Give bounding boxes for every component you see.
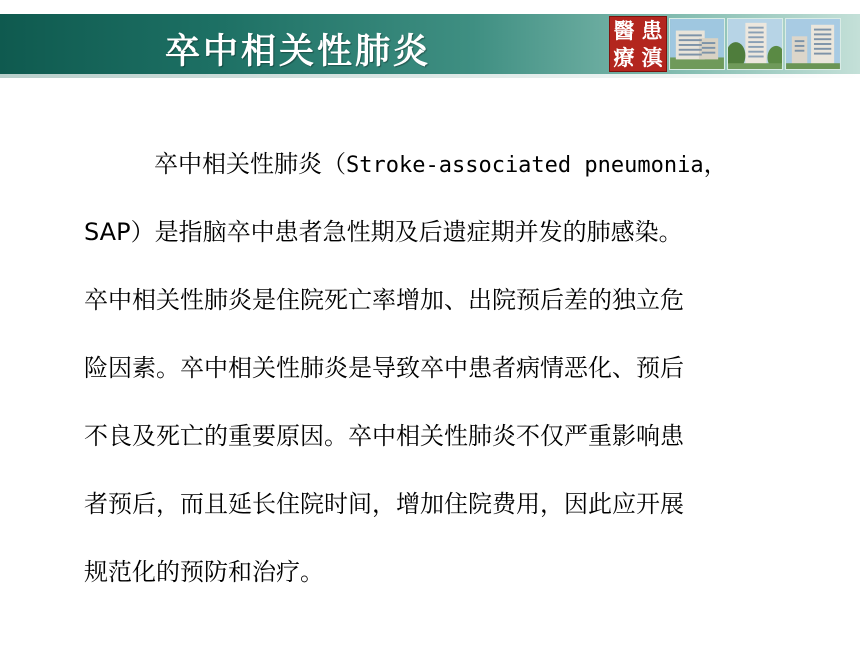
paragraph-line: 规范化的预防和治疗。 [84,558,324,586]
title-banner-shadow [0,74,860,78]
line-punctuation: ， [703,150,728,178]
hospital-logo [609,16,667,72]
paragraph-line: SAP）是指脑卒中患者急性期及后遗症期并发的肺感染。 [84,218,683,246]
logo-char: 療 [613,45,635,70]
paragraph-line: 者预后，而且延长住院时间，增加住院费用，因此应开展 [84,490,684,518]
hospital-building-photo [727,18,783,70]
paragraph-line: 险因素。卒中相关性肺炎是导致卒中患者病情恶化、预后 [84,354,684,382]
line-text: 卒中相关性肺炎（ [154,150,346,178]
logo-char: 患 [641,18,663,43]
paragraph-line: 卒中相关性肺炎是住院死亡率增加、出院预后差的独立危 [84,286,684,314]
paragraph-line: 不良及死亡的重要原因。卒中相关性肺炎不仅严重影响患 [84,422,684,450]
paragraph-line [84,130,804,198]
logo-char: 滇 [641,45,663,70]
logo-char: 醫 [613,18,635,43]
body-paragraph [84,130,804,606]
hospital-building-photo [669,18,725,70]
english-term: Stroke-associated pneumonia [346,153,704,178]
slide-title: 卒中相关性肺炎 [165,32,432,72]
hospital-building-photo [785,18,841,70]
